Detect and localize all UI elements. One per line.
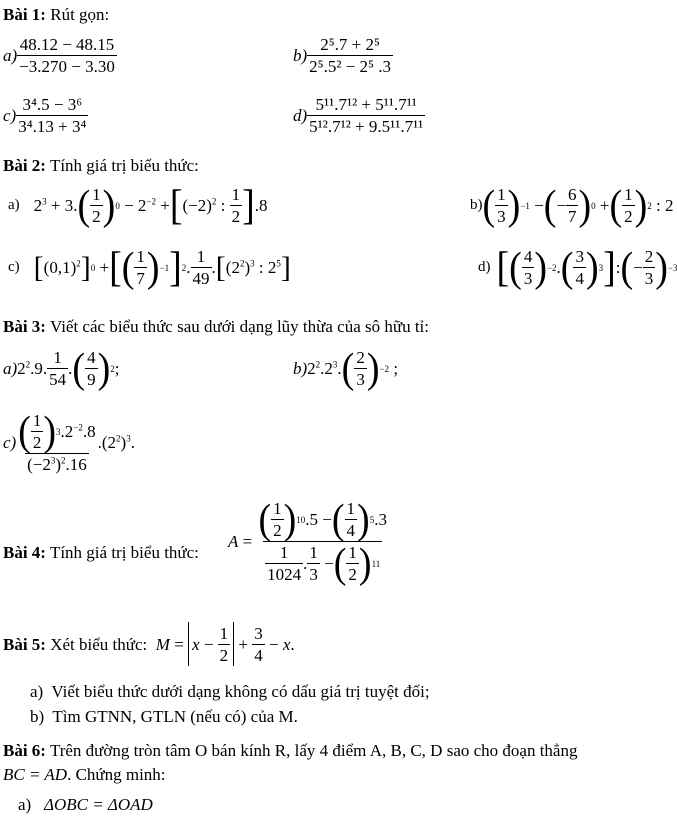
bai1-title: Rút gọn:: [50, 5, 110, 24]
bai3-c-tag: c): [3, 433, 17, 452]
bai2-item-a: a) $2^3 + 3$. ( $\frac{1}{2}$ ) 0 − $2^{-2}$ + [ $(-2)^2$ : $\frac{1}{2}$ ] .8: [8, 182, 268, 229]
bai1-heading: [3, 6, 109, 23]
bai5-title: Xét biểu thức:: [50, 634, 148, 654]
bai1-c-tag: c): [3, 106, 17, 125]
bai1-b-numerator: 2⁵.7 + 2⁵: [320, 35, 380, 54]
bai1-d-numerator: 5¹¹.7¹² + 5¹¹.7¹¹: [315, 95, 417, 114]
bai3-a-tag: a): [3, 359, 18, 378]
bai1-b-denominator: 2⁵.5² − 2⁵ .3: [309, 57, 391, 76]
bai2-b-tag: b): [470, 197, 483, 213]
bai3-item-b: b) $2^2.2^3$. ( $\frac{2}{3}$ ) −2 ;: [293, 345, 399, 392]
bai2-title: Tính giá trị biểu thức:: [49, 156, 199, 175]
bai1-label: Bài 1:: [3, 5, 46, 24]
bai4-title: Tính giá trị biểu thức:: [49, 543, 199, 562]
bai4-heading: [3, 544, 199, 561]
bai4-label: Bài 4:: [3, 543, 46, 562]
bai6-line2-math: BC = AD: [3, 765, 68, 784]
bai2-item-d: d) [ ( $\frac{4}{3}$ ) −2 . ( $\frac{3}{4}$ ) 3 ] : ( − $\frac{2}{3}$ ) −3: [478, 244, 677, 291]
bai6-a-tag: a): [18, 795, 32, 814]
bai1-a-numerator: 48.12 − 48.15: [19, 35, 115, 54]
bai1-item-d: [293, 96, 425, 135]
bai3-heading: [3, 318, 429, 335]
bai3-title: Viết các biểu thức sau dưới dạng lũy thừa của sô hữu tỉ:: [49, 317, 430, 336]
bai1-b-fraction: [307, 36, 393, 75]
bai2-a-tag: a): [8, 197, 20, 213]
bai1-c-fraction: [16, 96, 88, 135]
bai3-b-tag: b): [293, 359, 308, 378]
bai5-label: Bài 5:: [3, 634, 46, 654]
bai2-label: Bài 2:: [3, 156, 46, 175]
bai2-heading: [3, 157, 199, 174]
bai6-line1: Trên đường tròn tâm O bán kính R, lấy 4 điểm A, B, C, D sao cho đoạn thẳng: [49, 741, 578, 760]
bai6-line2-text: . Chứng minh:: [67, 765, 166, 784]
bai5-item-b: [30, 708, 298, 725]
bai1-b-tag: b): [293, 46, 308, 65]
bai6-a-math: ΔOBC = ΔOAD: [43, 795, 153, 814]
bai5-a-text: Viết biểu thức dưới dạng không có dấu giá trị tuyệt đối;: [51, 682, 430, 701]
bai5-a-tag: a): [30, 682, 44, 701]
bai3-item-a: a) $2^2.9$. $\frac{1}{54}$ . ( $\frac{4}{9}$ ) 2 ;: [3, 345, 120, 392]
bai1-a-fraction: [17, 36, 117, 75]
bai2-d-tag: d): [478, 259, 491, 275]
bai3-item-c: c) ( $\frac{1}{2}$ ) 3 $.2^{-2}.8$ $(-2^3)^2.16$ $.(2^2)^3$.: [3, 408, 135, 474]
bai1-item-c: [3, 96, 88, 135]
bai1-item-a: [3, 36, 117, 75]
bai2-item-c: c) [ $(0,1)^2$ ] 0 + [ ( $\frac{1}{7}$ ) −1 ] 2 . $\frac{1}{49}$ . [ $(2^2)^3$ : $2^5$ ]: [8, 244, 291, 291]
bai1-c-denominator: 3⁴.13 + 3⁴: [18, 117, 87, 136]
bai4-expression: A = ( $\frac{1}{2}$ ) 10 .5 − ( $\frac{1}{4}$ ) 5 .3 $\frac{1}{1024}$ . $\frac{1}{3}$ − ( $\frac{1}{2}$ ) 11: [228, 496, 387, 587]
bai1-a-tag: a): [3, 46, 18, 65]
bai5-item-a: [30, 683, 430, 700]
bai5-b-text: Tìm GTNN, GTLN (nếu có) của M.: [52, 707, 298, 726]
bai1-d-denominator: 5¹².7¹² + 9.5¹¹.7¹¹: [309, 117, 424, 136]
bai6-item-a: [18, 796, 153, 813]
bai5-b-tag: b): [30, 707, 45, 726]
bai1-d-fraction: [307, 96, 425, 135]
bai6-heading: [3, 742, 577, 759]
bai3-label: Bài 3:: [3, 317, 46, 336]
bai1-d-tag: d): [293, 106, 308, 125]
bai1-a-denominator: −3.270 − 3.30: [19, 57, 115, 76]
bai5-heading: Bài 5: Xét biểu thức: M = x − $\frac{1}{2}$ + $\frac{3}{4}$ − x .: [3, 623, 295, 665]
bai1-c-numerator: 3⁴.5 − 3⁶: [22, 95, 83, 114]
bai6-label: Bài 6:: [3, 741, 46, 760]
bai2-item-b: b) ( $\frac{1}{3}$ ) −1 − ( − $\frac{6}{7}$ ) 0 + ( $\frac{1}{2}$ ) 2 : 2: [470, 182, 674, 229]
bai1-item-b: [293, 36, 393, 75]
bai6-line2: [3, 766, 166, 783]
bai2-c-tag: c): [8, 259, 20, 275]
